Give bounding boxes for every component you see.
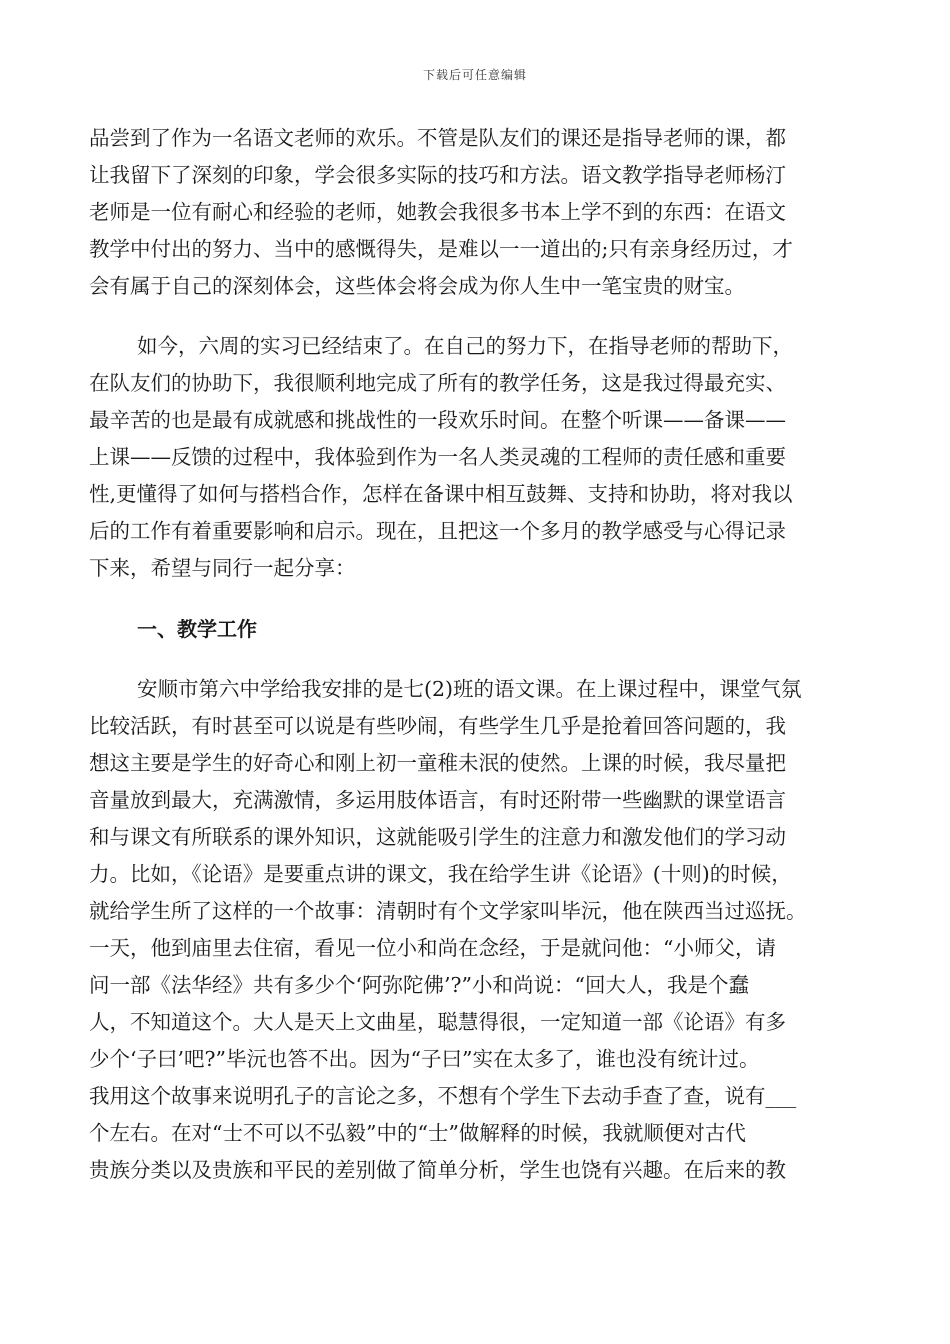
text-line: 最辛苦的也是最有成就感和挑战性的一段欢乐时间。在整个听课——备课—— [89,408,786,432]
section-heading: 一、教学工作 [137,617,257,641]
text-line: 就给学生所了这样的一个故事：清朝时有个文学家叫毕沅，他在陕西当过巡抚。 [89,899,807,923]
text-line: 想这主要是学生的好奇心和刚上初一童稚未泯的使然。上课的时候，我尽量把 [89,751,786,775]
text-line: 力。比如，《论语》是要重点讲的课文，我在给学生讲《论语》(十则)的时候， [89,862,792,886]
text-line: 上课——反馈的过程中，我体验到作为一名人类灵魂的工程师的责任感和重要 [89,445,786,469]
text-line: 品尝到了作为一名语文老师的欢乐。不管是队友们的课还是指导老师的课，都 [89,126,786,150]
text-line: 问一部《法华经》共有多少个‘阿弥陀佛’?”小和尚说：“回大人，我是个蠢 [89,973,749,997]
text-line: 性,更懂得了如何与搭档合作，怎样在备课中相互鼓舞、支持和协助，将对我以 [89,482,793,506]
text-line: 比较活跃，有时甚至可以说是有些吵闹，有些学生几乎是抢着回答问题的，我 [89,714,786,738]
text-line: 会有属于自己的深刻体会，这些体会将会成为你人生中一笔宝贵的财宝。 [89,274,745,298]
text-line: 和与课文有所联系的课外知识，这就能吸引学生的注意力和激发他们的学习动 [89,825,786,849]
text-line: 少个‘子曰’吧?”毕沅也答不出。因为“子曰”实在太多了，谁也没有统计过。 [89,1047,760,1071]
text-line: 教学中付出的努力、当中的感慨得失，是难以一一道出的;只有亲身经历过，才 [89,237,793,261]
text-line: 后的工作有着重要影响和启示。现在，且把这一个多月的教学感受与心得记录 [89,519,786,543]
text-line: 一天，他到庙里去住宿，看见一位小和尚在念经，于是就问他：“小师父，请 [89,936,776,960]
text-line: 我用这个故事来说明孔子的言论之多，不想有个学生下去动手查了查，说有___ [89,1084,797,1108]
text-line: 在队友们的协助下，我很顺利地完成了所有的教学任务，这是我过得最充实、 [89,371,786,395]
text-line: 个左右。在对“士不可以不弘毅”中的“士”做解释的时候，我就顺便对古代 [89,1121,746,1145]
text-line: 老师是一位有耐心和经验的老师，她教会我很多书本上学不到的东西：在语文 [89,200,786,224]
text-line: 让我留下了深刻的印象，学会很多实际的技巧和方法。语文教学指导老师杨汀 [89,163,786,187]
text-line: 贵族分类以及贵族和平民的差别做了简单分析，学生也饶有兴趣。在后来的教 [89,1158,786,1182]
text-line: 如今，六周的实习已经结束了。在自己的努力下，在指导老师的帮助下， [137,334,793,358]
text-line: 人，不知道这个。大人是天上文曲星，聪慧得很，一定知道一部《论语》有多 [89,1010,786,1034]
text-line: 下来，希望与同行一起分享： [89,556,356,580]
page-header: 下载后可任意编辑 [422,68,527,82]
text-line: 音量放到最大，充满激情，多运用肢体语言，有时还附带一些幽默的课堂语言 [89,788,786,812]
text-line: 安顺市第六中学给我安排的是七(2)班的语文课。在上课过程中，课堂气氛 [137,677,802,701]
